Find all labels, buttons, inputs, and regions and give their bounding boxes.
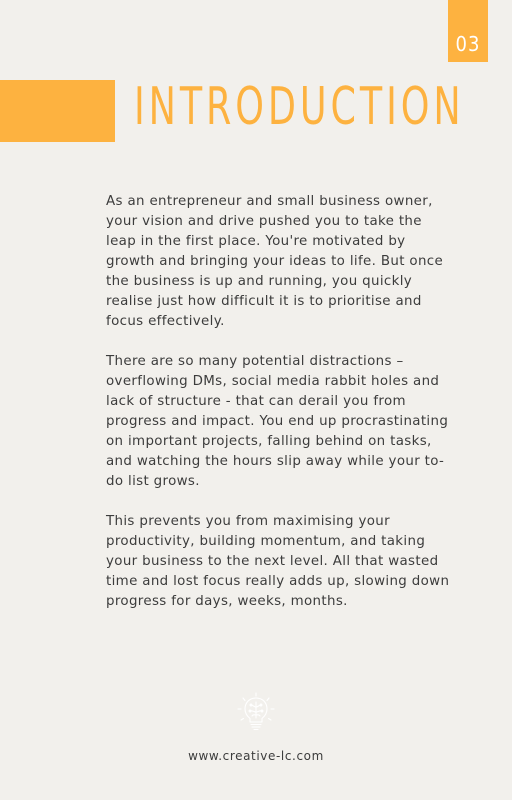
page-number-badge: 03 [448,0,488,62]
paragraph: This prevents you from maximising your productivity, building momentum, and taking your business to the next level. All that wasted time and lost focus really adds up, slowing down progress for days, weeks, months. [106,514,450,609]
footer-website-url[interactable]: www.creative-lc.com [188,749,324,763]
lightbulb-brain-icon [236,692,276,732]
paragraph: There are so many potential distractions – overflowing DMs, social media rabbit holes and lack of structure - that can derail you from progress and impact. You end up procrastinating on important projects, falling behind on tasks, and watching the hours slip away while your to-do list grows. [106,354,449,489]
body-text [106,192,456,632]
paragraph: As an entrepreneur and small business owner, your vision and drive pushed you to take the leap in the first place. You're motivated by growth and bringing your ideas to life. But once the business is up and running, you quickly realise just how difficult it is to prioritise and focus effectively. [106,194,444,329]
page-title: INTRODUCTION [134,77,465,137]
title-accent-bar [0,80,115,142]
